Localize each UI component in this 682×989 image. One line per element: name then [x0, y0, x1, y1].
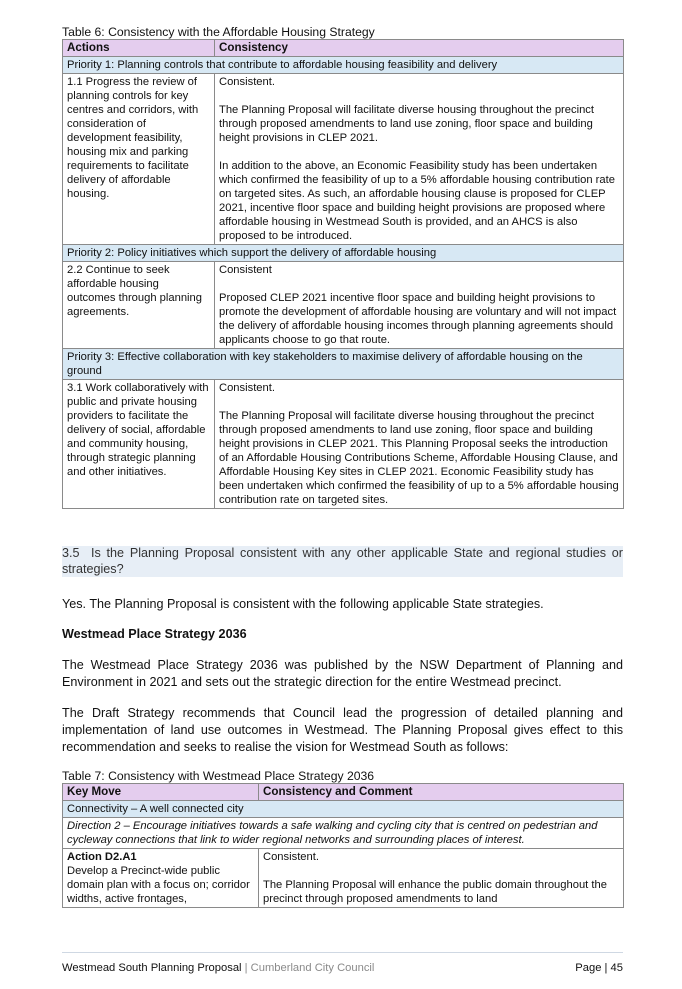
- table7-caption: Table 7: Consistency with Westmead Place Strategy 2036: [62, 769, 375, 783]
- table6: [62, 39, 624, 509]
- footer-doc-title: Westmead South Planning Proposal: [62, 962, 242, 974]
- footer-separator: |: [244, 962, 248, 974]
- table6-row1-consistency: [215, 74, 624, 245]
- table6-row2-consistency: [215, 262, 624, 349]
- table6-row3-p1: Consistent.: [219, 382, 275, 394]
- table7-direction: Direction 2 – Encourage initiatives towards a safe walking and cycling city that is centred on pedestrian and cycleway connections that link to wider regional networks and surrounding places of interest.: [63, 818, 624, 849]
- table-row: [63, 849, 624, 908]
- table7: [62, 783, 624, 908]
- table7-header-consistency: Consistency and Comment: [259, 784, 624, 801]
- table7-row1-p1: Consistent.: [263, 851, 319, 863]
- table7-connectivity-row: [63, 801, 624, 818]
- footer-left: [62, 962, 374, 974]
- table6-priority1: Priority 1: Planning controls that contribute to affordable housing feasibility and delivery: [63, 57, 624, 74]
- section-title: Is the Planning Proposal consistent with any other applicable State and regional studies or strategies?: [62, 546, 623, 576]
- body-paragraph: Yes. The Planning Proposal is consistent with the following applicable State strategies.: [62, 597, 544, 611]
- table-row: [63, 74, 624, 245]
- section-number: 3.5: [62, 546, 80, 560]
- table7-action-text: Develop a Precinct-wide public domain plan with a focus on; corridor widths, active frontages,: [67, 865, 250, 905]
- footer-org: Cumberland City Council: [250, 962, 375, 974]
- table6-priority3: Priority 3: Effective collaboration with key stakeholders to maximise delivery of affordable housing on the ground: [63, 349, 624, 380]
- table6-header-consistency: Consistency: [215, 40, 624, 57]
- subheading: Westmead Place Strategy 2036: [62, 627, 247, 641]
- table6-priority-row: [63, 349, 624, 380]
- page-number: Page | 45: [575, 962, 623, 974]
- table6-row3-p2: The Planning Proposal will facilitate diverse housing throughout the precinct through proposed amendments to land use zoning, floor space and building height provisions in CLEP 2021. This Planning Proposal seeks the introduction of an Affordable Housing Contributions Scheme, Affordable Housing Clause, and Affordable Housing Key sites in CLEP 2021. Economic Feasibility study has been undertaken which confirmed the feasibility of up to a 5% affordable housing contribution rate on targeted sites.: [219, 410, 619, 506]
- table6-row3-action: 3.1 Work collaboratively with public and private housing providers to facilitate the delivery of social, affordable and community housing, through strategic planning and other initiatives.: [63, 380, 215, 509]
- table7-row1-consistency: [259, 849, 624, 908]
- table7-header-keymove: Key Move: [63, 784, 259, 801]
- table6-caption: Table 6: Consistency with the Affordable Housing Strategy: [62, 25, 375, 39]
- table6-row1-p3: In addition to the above, an Economic Feasibility study has been undertaken which confirmed the feasibility of up to a 5% affordable housing contribution rate on targeted sites. As such, an affordable housing clause is proposed for CLEP 2021, incentive floor space and building height provisions are proposed where affordable housing in Westmead South is provided, and an AHCS is also proposed to be introduced.: [219, 160, 615, 242]
- table6-row3-consistency: [215, 380, 624, 509]
- table7-connectivity: Connectivity – A well connected city: [63, 801, 624, 818]
- table7-row1-action: [63, 849, 259, 908]
- table6-priority-row: [63, 57, 624, 74]
- table-row: [63, 818, 624, 849]
- table6-priority-row: [63, 245, 624, 262]
- table-row: [63, 380, 624, 509]
- table6-row1-action: 1.1 Progress the review of planning controls for key centres and corridors, with consideration of development feasibility, housing mix and parking requirements to facilitate delivery of affordable housing.: [63, 74, 215, 245]
- table-row: [63, 262, 624, 349]
- table6-row1-p1: Consistent.: [219, 76, 275, 88]
- body-paragraph: The Westmead Place Strategy 2036 was published by the NSW Department of Planning and Environment in 2021 and sets out the strategic direction for the entire Westmead precinct.: [62, 658, 623, 689]
- section-heading: [62, 546, 623, 577]
- footer-divider: [62, 952, 623, 953]
- table6-header-actions: Actions: [63, 40, 215, 57]
- body-paragraph: The Draft Strategy recommends that Council lead the progression of detailed planning and implementation of land use outcomes in Westmead. The Planning Proposal gives effect to this recommendation and seeks to realise the vision for Westmead South as follows:: [62, 706, 623, 754]
- table7-row1-p2: The Planning Proposal will enhance the public domain throughout the precinct through proposed amendments to land: [263, 879, 607, 905]
- table6-row2-p1: Consistent: [219, 264, 272, 276]
- table7-action-title: Action D2.A1: [67, 851, 137, 863]
- table7-header-row: [63, 784, 624, 801]
- table6-row2-action: 2.2 Continue to seek affordable housing outcomes through planning agreements.: [63, 262, 215, 349]
- table6-row1-p2: The Planning Proposal will facilitate diverse housing throughout the precinct through proposed amendments to land use zoning, floor space and building height provisions in CLEP 2021.: [219, 104, 594, 144]
- table6-header-row: [63, 40, 624, 57]
- table6-row2-p2: Proposed CLEP 2021 incentive floor space and building height provisions to promote the development of affordable housing are voluntary and will not impact the delivery of affordable housing incomes through planning agreements should applicants choose to go that route.: [219, 292, 617, 346]
- table6-priority2: Priority 2: Policy initiatives which support the delivery of affordable housing: [63, 245, 624, 262]
